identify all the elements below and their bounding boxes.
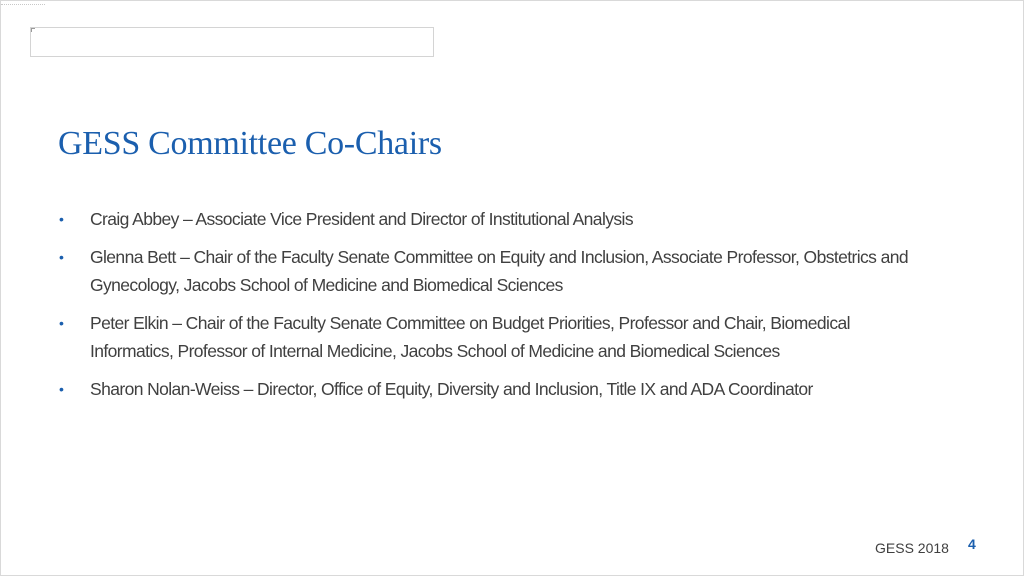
bullet-item [59,309,919,365]
bullet-text: Glenna Bett – Chair of the Faculty Senate Committee on Equity and Inclusion, Associate Professor, Obstetrics and Gynecology, Jacobs School of Medicine and Biomedical Sciences [90,247,908,295]
bullet-text: Craig Abbey – Associate Vice President and Director of Institutional Analysis [90,209,633,229]
page-number: 4 [968,536,976,552]
bullet-item [59,375,919,403]
logo-corner-mark [31,28,35,32]
corner-mark [1,1,45,5]
bullet-icon: • [59,315,64,331]
bullet-icon: • [59,381,64,397]
bullet-text: Peter Elkin – Chair of the Faculty Senate Committee on Budget Priorities, Professor and Chair, Biomedical Informatics, Professor of Internal Medicine, Jacobs School of Medicine and Biomedical Sciences [90,313,850,361]
bullet-icon: • [59,249,64,265]
logo-placeholder [30,27,434,57]
bullet-list [59,205,919,413]
bullet-text: Sharon Nolan-Weiss – Director, Office of Equity, Diversity and Inclusion, Title IX and ADA Coordinator [90,379,813,399]
bullet-item [59,243,919,299]
bullet-icon: • [59,211,64,227]
slide-title: GESS Committee Co-Chairs [58,125,442,162]
footer-label: GESS 2018 [875,540,949,556]
bullet-item [59,205,919,233]
